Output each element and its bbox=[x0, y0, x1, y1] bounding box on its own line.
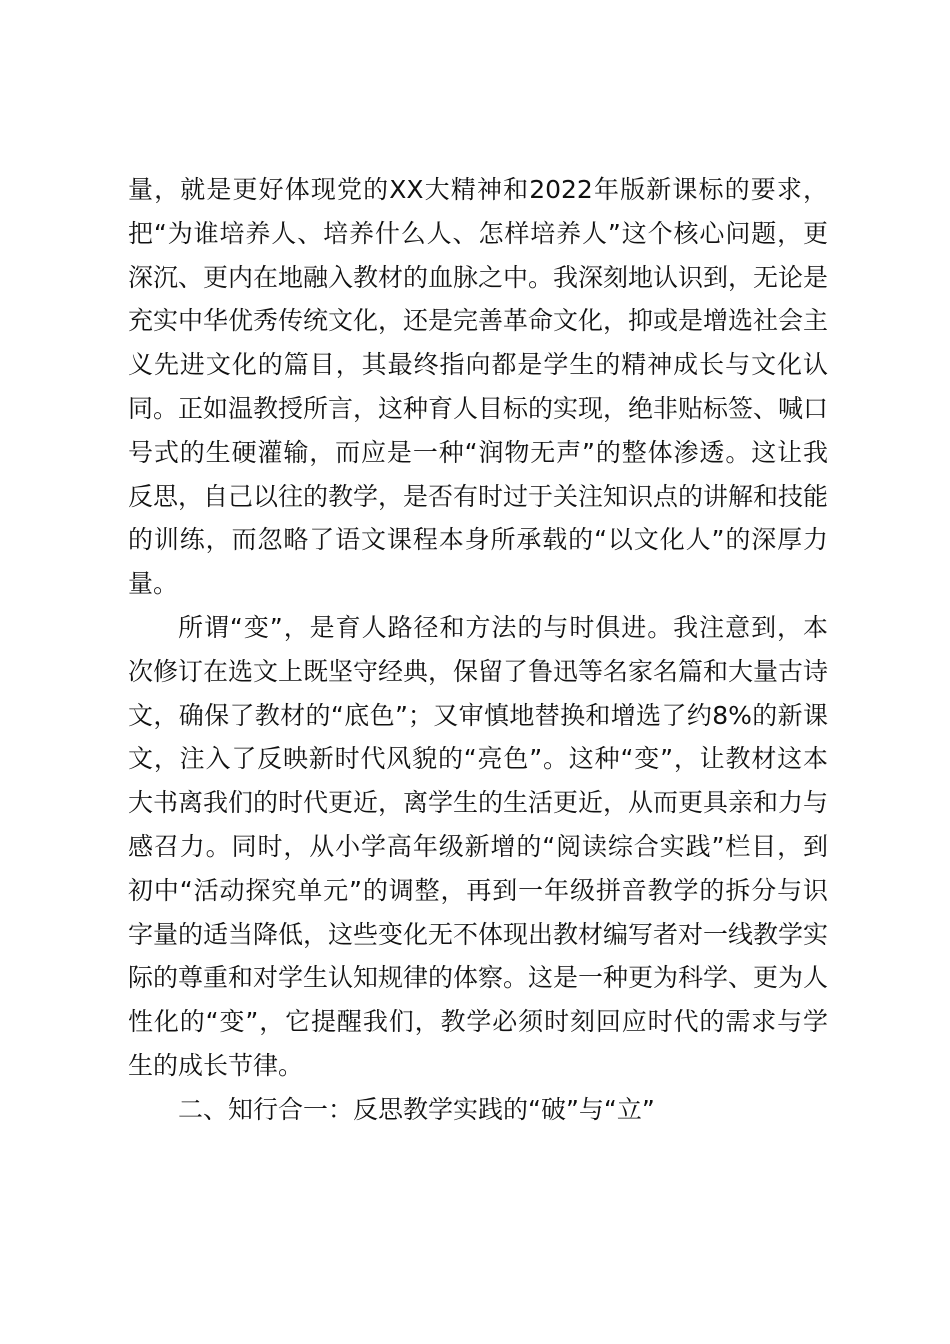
paragraph-continued: 量，就是更好体现党的XX大精神和2022年版新课标的要求，把“为谁培养人、培养什么人、怎样培养人”这个核心问题，更深沉、更内在地融入教材的血脉之中。我深刻地认识到，无论是充实中华优秀传统文化，还是完善革命文化，抑或是增选社会主义先进文化的篇目，其最终指向都是学生的精神成长与文化认同。正如温教授所言，这种育人目标的实现，绝非贴标签、喊口号式的生硬灌输，而应是一种“润物无声”的整体渗透。这让我反思，自己以往的教学，是否有时过于关注知识点的讲解和技能的训练，而忽略了语文课程本身所承载的“以文化人”的深厚力量。 bbox=[128, 175, 829, 599]
section-heading: 二、知行合一：反思教学实践的“破”与“立” bbox=[178, 1094, 655, 1124]
paragraph-change: 所谓“变”，是育人路径和方法的与时俱进。我注意到，本次修订在选文上既坚守经典，保留了鲁迅等名家名篇和大量古诗文，确保了教材的“底色”；又审慎地替换和增选了约8%的新课文，注入了反映新时代风貌的“亮色”。这种“变”，让教材这本大书离我们的时代更近，离学生的生活更近，从而更具亲和力与感召力。同时，从小学高年级新增的“阅读综合实践”栏目，到初中“活动探究单元”的调整，再到一年级拼音教学的拆分与识字量的适当降低，这些变化无不体现出教材编写者对一线教学实际的尊重和对学生认知规律的体察。这是一种更为科学、更为人性化的“变”，它提醒我们，教学必须时刻回应时代的需求与学生的成长节律。 bbox=[128, 612, 829, 1080]
document-body bbox=[128, 168, 828, 1132]
